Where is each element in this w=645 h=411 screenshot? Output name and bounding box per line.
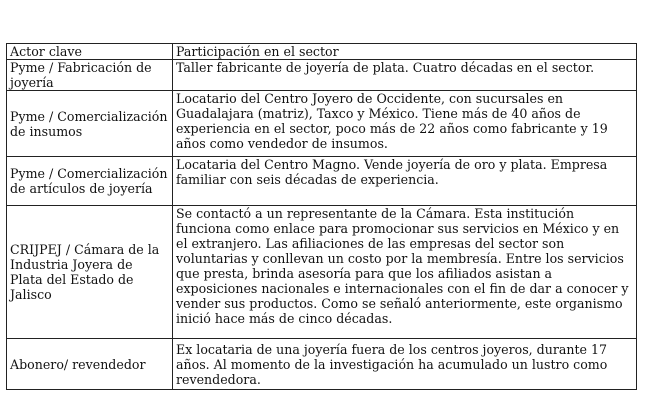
table-row [7,157,637,206]
actor-cell: CRIJPEJ / Cámara de la Industria Joyera de Plata del Estado de Jalisco [7,206,173,339]
actor-cell: Pyme / Comercialización de insumos [7,91,173,157]
table-row [7,91,637,157]
actor-cell: Pyme / Fabricación de joyería [7,60,173,91]
actors-table [6,43,637,390]
column-header-actor: Actor clave [7,44,173,60]
table-row [7,60,637,91]
participation-cell: Ex locataria de una joyería fuera de los centros joyeros, durante 17 años. Al momento de la investigación ha acumulado un lustro como revendedora. [173,339,637,390]
participation-cell: Locatario del Centro Joyero de Occidente, con sucursales en Guadalajara (matriz), Taxco y México. Tiene más de 40 años de experiencia en el sector, poco más de 22 años como fabricante y 19 años como vendedor de insumos. [173,91,637,157]
actor-cell: Abonero/ revendedor [7,339,173,390]
column-header-participation: Participación en el sector [173,44,637,60]
table-row [7,206,637,339]
participation-cell: Taller fabricante de joyería de plata. Cuatro décadas en el sector. [173,60,637,91]
participation-cell: Locataria del Centro Magno. Vende joyería de oro y plata. Empresa familiar con seis décadas de experiencia. [173,157,637,206]
table-row [7,339,637,390]
participation-cell: Se contactó a un representante de la Cámara. Esta institución funciona como enlace para promocionar sus servicios en México y en el extranjero. Las afiliaciones de las empresas del sector son voluntarias y conllevan un costo por la membresía. Entre los servicios que presta, brinda asesoría para que los afiliados asistan a exposiciones nacionales e internacionales con el fin de dar a conocer y vender sus productos. Como se señaló anteriormente, este organismo inició hace más de cinco décadas. [173,206,637,339]
table-header-row [7,44,637,60]
actor-cell: Pyme / Comercialización de artículos de joyería [7,157,173,206]
